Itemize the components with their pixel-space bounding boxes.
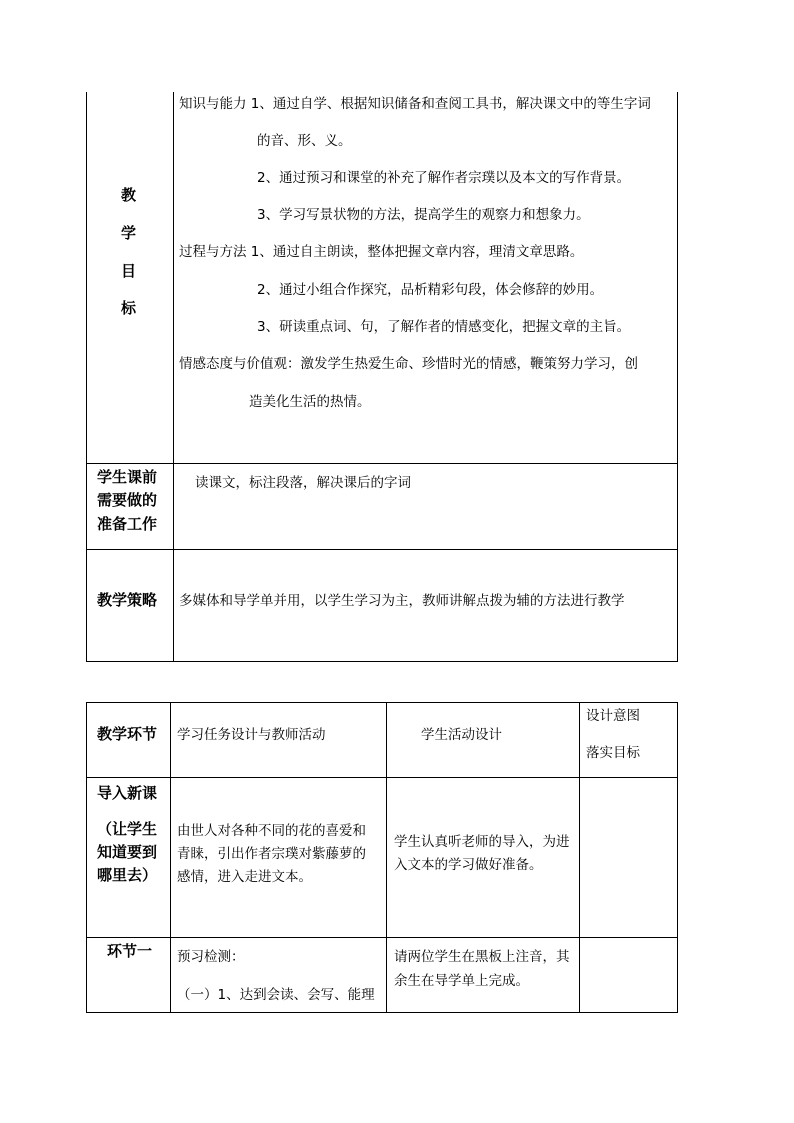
stage-one-label: 环节一 [107, 942, 153, 960]
preview-check-title: 预习检测： [177, 949, 245, 965]
table1-bottom-border [86, 661, 678, 662]
prep-label-line: 准备工作 [97, 515, 158, 533]
objective-process-1: 过程与方法 1、通过自主朗读，整体把握文章内容，理清文章思路。 [179, 244, 584, 260]
table2-col-divider-1 [170, 702, 171, 1013]
objective-knowledge-3: 3、学习写景状物的方法，提高学生的观察力和想象力。 [257, 207, 590, 223]
teacher-activity-line: 青睐，引出作者宗璞对紫藤萝的 [177, 846, 366, 862]
prep-text: 读课文，标注段落，解决课后的字词 [195, 475, 411, 491]
objectives-label-char: 学 [121, 224, 137, 242]
header-design-intent: 设计意图 [586, 708, 640, 724]
stage-intro-note: 哪里去） [97, 866, 158, 884]
student-activity-line: 入文本的学习做好准备。 [394, 857, 543, 873]
header-student-activity: 学生活动设计 [421, 727, 502, 743]
objective-knowledge-1: 知识与能力 1、通过自学、根据知识储备和查阅工具书，解决课文中的等生字词 [179, 96, 651, 112]
table1-right-border [677, 92, 678, 662]
objective-emotion-cont: 造美化生活的热情。 [249, 394, 371, 410]
table1-rule-1 [86, 463, 678, 464]
objective-emotion: 情感态度与价值观：激发学生热爱生命、珍惜时光的情感，鞭策努力学习，创 [179, 356, 638, 372]
header-teaching-stage: 教学环节 [97, 725, 158, 743]
table2-top-border [86, 702, 678, 703]
objectives-label-char: 标 [121, 299, 137, 317]
table2-col-divider-2 [386, 702, 387, 1013]
strategy-text: 多媒体和导学单并用，以学生学习为主，教师讲解点拨为辅的方法进行教学 [179, 593, 625, 609]
teacher-activity-line: 由世人对各种不同的花的喜爱和 [177, 823, 366, 839]
table1-divider [173, 92, 174, 662]
objective-knowledge-2: 2、通过预习和课堂的补充了解作者宗璞以及本文的写作背景。 [257, 170, 631, 186]
table1-rule-2 [86, 549, 678, 550]
strategy-label: 教学策略 [97, 591, 158, 609]
objective-process-2: 2、通过小组合作探究，品析精彩句段，体会修辞的妙用。 [257, 282, 604, 298]
stage-intro-note: 知道要到 [97, 843, 158, 861]
table2-row-rule [86, 937, 678, 938]
header-target: 落实目标 [586, 745, 640, 761]
objective-process-3: 3、研读重点词、句，了解作者的情感变化，把握文章的主旨。 [257, 319, 631, 335]
table2-left-border [86, 702, 87, 1013]
preview-check-item: （一）1、达到会读、会写、能理 [177, 987, 375, 1003]
objective-knowledge-1-cont: 的音、形、义。 [257, 133, 352, 149]
table2-right-border [677, 702, 678, 1013]
table2-header-rule [86, 777, 678, 778]
student-activity-line: 余生在导学单上完成。 [394, 973, 529, 989]
header-teacher-activity: 学习任务设计与教师活动 [177, 727, 326, 743]
student-activity-line: 请两位学生在黑板上注音，其 [394, 949, 570, 965]
student-activity-line: 学生认真听老师的导入，为进 [394, 834, 570, 850]
objectives-label-char: 教 [121, 186, 137, 204]
stage-intro-note: （让学生 [97, 820, 158, 838]
teacher-activity-line: 感情，进入走进文本。 [177, 869, 312, 885]
table1-left-border [86, 92, 87, 662]
objectives-label-char: 目 [121, 262, 137, 280]
stage-intro-label: 导入新课 [97, 784, 158, 802]
prep-label-line: 需要做的 [97, 491, 158, 509]
table2-bottom-border [86, 1012, 678, 1013]
table2-col-divider-3 [579, 702, 580, 1013]
prep-label-line: 学生课前 [97, 468, 158, 486]
